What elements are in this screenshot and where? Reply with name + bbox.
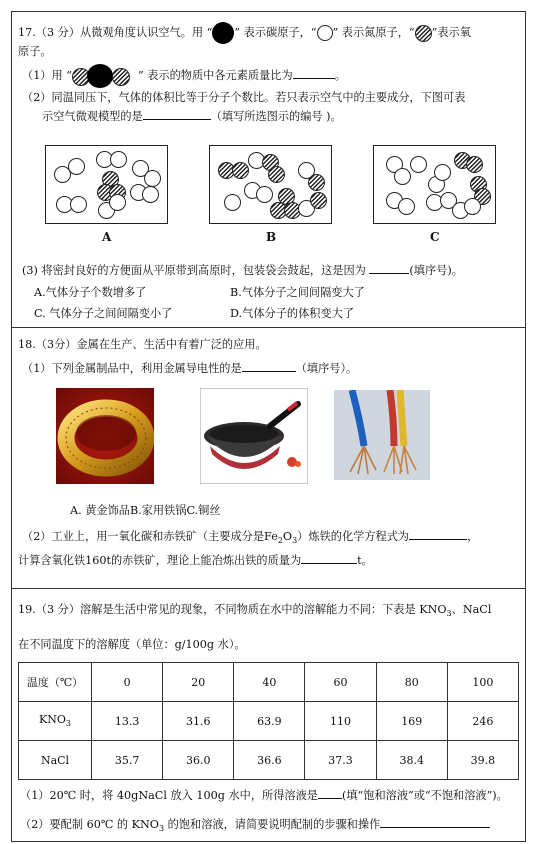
q18-part2-line1: （2）工业上，用一氧化碳和赤铁矿（主要成分是$Fe_2O_3$）炼铁的化学方程式为 ， [22, 530, 479, 546]
q17-part2-line2: 示空气微观模型的是 （填写所选图示的编号 )。 [42, 110, 342, 123]
carbon-atom-icon [212, 22, 234, 44]
model-c-box [373, 145, 496, 224]
co2-molecule-icon [72, 66, 138, 86]
q19-line2: 在不同温度下的溶解度（单位：g/100g 水）。 [18, 638, 246, 651]
gold-bracelet-image [56, 388, 154, 484]
answer-blank[interactable] [318, 787, 342, 799]
model-c-label: C [430, 230, 440, 244]
model-a-label: A [102, 230, 112, 244]
copper-wire-image [334, 390, 430, 480]
answer-blank[interactable] [380, 816, 490, 828]
solubility-table [18, 662, 519, 780]
divider-17-18 [11, 327, 526, 328]
option-a: A.气体分子个数增多了 [34, 286, 147, 299]
q17-line2: 原子。 [18, 45, 52, 58]
answer-blank[interactable] [301, 552, 357, 564]
q19-line1: 19.（3 分）溶解是生活中常见的现象，不同物质在水中的溶解能力不同：下表是 $KNO_3$、NaCl [18, 603, 492, 619]
answer-blank[interactable] [409, 528, 467, 540]
table-row-header: 温度（℃） 0 20 40 60 80 100 [19, 663, 519, 702]
model-b-label: B [266, 230, 277, 244]
nitrogen-atom-icon [317, 25, 333, 41]
divider-18-19 [11, 588, 526, 589]
option-d: D.气体分子的体积变大了 [230, 307, 355, 320]
table-row-kno3: $KNO_3$ 13.3 31.6 63.9 110 169 246 [19, 702, 519, 741]
q18-part2-line2: 计算含氧化铁160t的赤铁矿，理论上能冶炼出铁的质量为 t。 [18, 554, 373, 567]
q17-part3: (3) 将密封良好的方便面从平原带到高原时，包装袋会鼓起，这是因为 (填序号)。 [22, 264, 463, 277]
answer-blank[interactable] [143, 108, 211, 120]
answer-blank[interactable] [242, 360, 296, 372]
q18-choices: A. 黄金饰品B.家用铁锅C.铜丝 [70, 504, 221, 517]
answer-blank[interactable] [369, 262, 409, 274]
q17-part2-line1: （2）同温同压下，气体的体积比等于分子个数比。若只表示空气中的主要成分，下图可表 [22, 91, 466, 104]
model-a-box [45, 145, 168, 224]
q19-part1: （1）20℃ 时，将 40gNaCl 放入 100g 水中，所得溶液是 (填“饱和溶液”或“不饱和溶液”)。 [20, 789, 508, 802]
q19-part2: （2）要配制 60℃ 的 $KNO_3$ 的饱和溶液，请简要说明配制的步骤和操作 [20, 816, 490, 836]
oxygen-atom-icon [415, 25, 432, 42]
q18-part1: （1）下列金属制品中，利用金属导电性的是 （填序号）。 [22, 362, 358, 375]
option-b: B.气体分子之间间隔变大了 [230, 286, 365, 299]
option-c: C. 气体分子之间间隔变小了 [34, 307, 173, 320]
model-b-box [209, 145, 332, 224]
iron-wok-image [200, 388, 308, 484]
q17-part1: （1）用 “ ” 表示的物质中各元素质量比为 。 [22, 66, 346, 86]
q17-line1: 17.（3 分）从微观角度认识空气。用 “ ” 表示碳原子，“ ” 表示氮原子，“ ”表示氧 [18, 22, 471, 44]
q18-title: 18.（3分）金属在生产、生活中有着广泛的应用。 [18, 338, 267, 351]
table-row-nacl: NaCl 35.7 36.0 36.6 37.3 38.4 39.8 [19, 741, 519, 780]
answer-blank[interactable] [293, 67, 335, 79]
